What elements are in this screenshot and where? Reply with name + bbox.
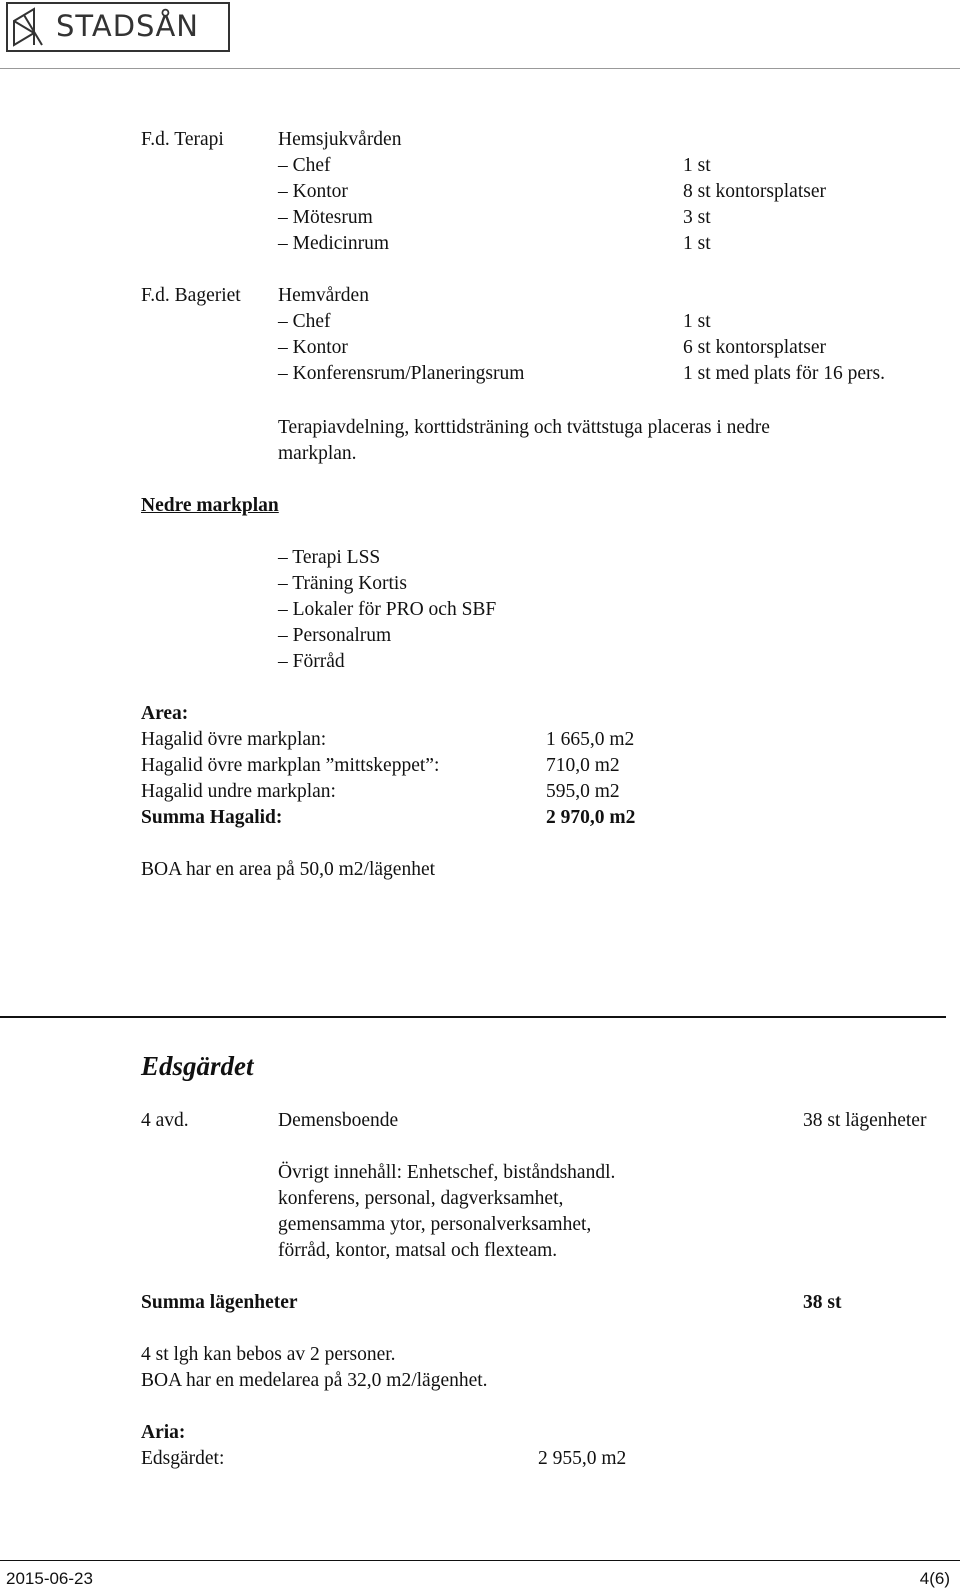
avd-type: Demensboende bbox=[278, 1110, 399, 1131]
room-value: 6 st kontorsplatser bbox=[683, 337, 826, 358]
logo-mark-icon bbox=[12, 7, 44, 47]
aria-label: Edsgärdet: bbox=[141, 1448, 225, 1469]
ovrigt-line: konferens, personal, dagverksamhet, bbox=[278, 1188, 564, 1209]
aria-value: 2 955,0 m2 bbox=[538, 1448, 627, 1469]
summa-value: 38 st bbox=[803, 1292, 842, 1313]
note-text: BOA har en medelarea på 32,0 m2/lägenhet. bbox=[141, 1370, 488, 1391]
summa-label: Summa lägenheter bbox=[141, 1292, 298, 1313]
note-text: 4 st lgh kan bebos av 2 personer. bbox=[141, 1344, 396, 1365]
section-unit: Hemvården bbox=[278, 285, 369, 306]
section-label: F.d. Terapi bbox=[141, 129, 224, 150]
page-number: 4(6) bbox=[919, 1569, 950, 1588]
ovrigt-line: gemensamma ytor, personalverksamhet, bbox=[278, 1214, 592, 1235]
aria-heading: Aria: bbox=[141, 1422, 186, 1443]
section-divider bbox=[0, 1016, 946, 1018]
room-value: 1 st med plats för 16 pers. bbox=[683, 363, 886, 384]
list-item: – Lokaler för PRO och SBF bbox=[278, 599, 497, 620]
list-item: – Terapi LSS bbox=[278, 547, 381, 568]
area-value: 595,0 m2 bbox=[546, 781, 620, 802]
room-value: 1 st bbox=[683, 233, 711, 254]
note-text: markplan. bbox=[278, 443, 357, 464]
room-value: 1 st bbox=[683, 155, 711, 176]
list-item: – Träning Kortis bbox=[278, 573, 407, 594]
section-unit: Hemsjukvården bbox=[278, 129, 402, 150]
area-sum-value: 2 970,0 m2 bbox=[546, 807, 636, 828]
logo-text: STADSÅN bbox=[56, 9, 199, 43]
ovrigt-line: Övrigt innehåll: Enhetschef, biståndshandl. bbox=[278, 1162, 616, 1183]
footer-date: 2015-06-23 bbox=[6, 1569, 93, 1588]
room-value: 3 st bbox=[683, 207, 711, 228]
room-name: – Kontor bbox=[278, 337, 348, 358]
avd-count: 4 avd. bbox=[141, 1110, 189, 1131]
room-name: – Konferensrum/Planeringsrum bbox=[278, 363, 525, 384]
area-value: 710,0 m2 bbox=[546, 755, 620, 776]
room-name: – Mötesrum bbox=[278, 207, 373, 228]
room-name: – Medicinrum bbox=[278, 233, 390, 254]
room-value: 1 st bbox=[683, 311, 711, 332]
list-item: – Personalrum bbox=[278, 625, 392, 646]
boa-text: BOA har en area på 50,0 m2/lägenhet bbox=[141, 859, 436, 880]
area-heading: Area: bbox=[141, 703, 189, 724]
area-label: Hagalid övre markplan: bbox=[141, 729, 327, 750]
room-name: – Kontor bbox=[278, 181, 348, 202]
footer-divider bbox=[0, 1560, 960, 1561]
apartment-count: 38 st lägenheter bbox=[803, 1110, 927, 1131]
section-label: F.d. Bageriet bbox=[141, 285, 241, 306]
ovrigt-line: förråd, kontor, matsal och flexteam. bbox=[278, 1240, 558, 1261]
company-logo bbox=[6, 2, 230, 52]
note-text: Terapiavdelning, korttidsträning och tvättstuga placeras i nedre bbox=[278, 417, 770, 438]
area-label: Hagalid undre markplan: bbox=[141, 781, 336, 802]
area-value: 1 665,0 m2 bbox=[546, 729, 635, 750]
room-name: – Chef bbox=[278, 311, 331, 332]
area-label: Hagalid övre markplan ”mittskeppet”: bbox=[141, 755, 440, 776]
nedre-heading: Nedre markplan bbox=[141, 495, 279, 516]
area-sum-label: Summa Hagalid: bbox=[141, 807, 283, 828]
room-value: 8 st kontorsplatser bbox=[683, 181, 826, 202]
edsgardet-title: Edsgärdet bbox=[141, 1051, 254, 1081]
room-name: – Chef bbox=[278, 155, 331, 176]
list-item: – Förråd bbox=[278, 651, 345, 672]
header-divider bbox=[0, 68, 960, 69]
